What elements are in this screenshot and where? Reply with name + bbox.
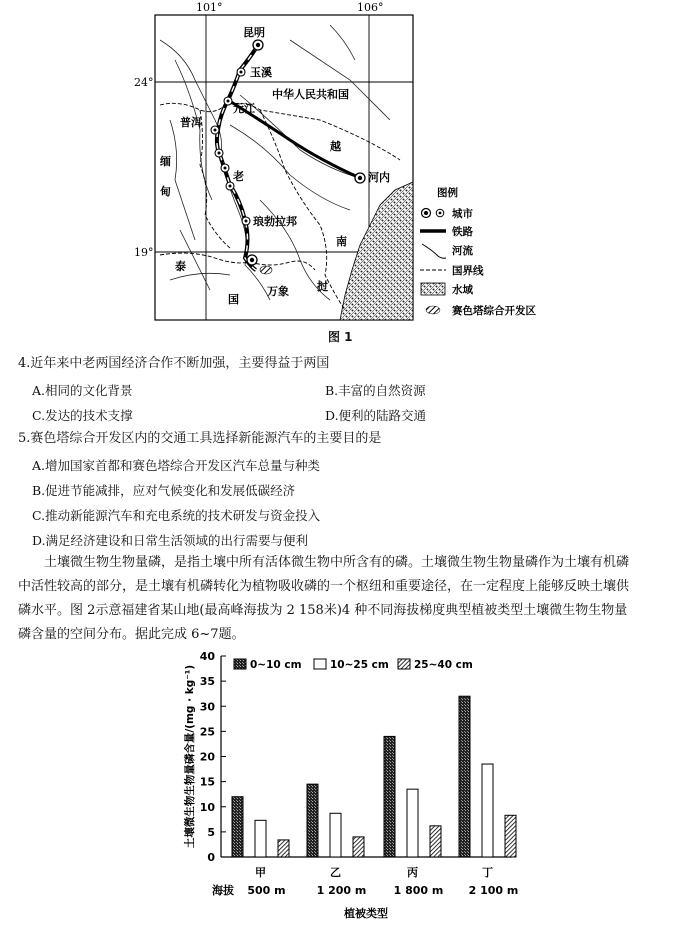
water-area <box>340 182 413 320</box>
lat-label-bottom: 19° <box>134 246 154 259</box>
q5-option-b: B.促进节能减排，应对气候变化和发展低碳经济 <box>32 483 296 498</box>
bar-甲-series-3 <box>278 840 289 857</box>
river <box>330 25 355 60</box>
legend-title: 图例 <box>437 187 458 199</box>
q5-option-d: D.满足经济建设和日常生活领域的出行需要与便利 <box>32 533 309 548</box>
label-nam: 南 <box>336 235 347 248</box>
bar-丙-series-3 <box>430 826 441 857</box>
y-tick-label: 25 <box>199 725 215 739</box>
altitude-label: 1 200 m <box>316 884 367 897</box>
bar-丙-series-2 <box>407 789 418 857</box>
border-line <box>160 253 250 263</box>
saysettha-zone <box>260 266 272 274</box>
legend-swatch-1 <box>234 659 246 669</box>
altitude-label: 500 m <box>247 884 286 897</box>
legend-label-3: 25~40 cm <box>414 659 473 671</box>
passage-line-3: 磷水平。图 2示意福建省某山地(最高峰海拔为 2 158米)4 种不同海拔梯度典型植被类型土壤微生物生物量 <box>18 603 628 618</box>
label-hanoi: 河内 <box>368 171 390 184</box>
figure-1-caption: 图 1 <box>328 330 353 344</box>
bar-丁-series-3 <box>505 815 516 857</box>
q5-option-a: A.增加国家首都和赛色塔综合开发区汽车总量与种类 <box>32 458 321 473</box>
bar-丁-series-2 <box>482 764 493 857</box>
altitude-label: 2 100 m <box>468 884 519 897</box>
map-figure <box>0 0 693 345</box>
label-dian: 甸 <box>160 185 171 198</box>
y-tick-label: 35 <box>199 675 215 689</box>
label-china: 中华人民共和国 <box>272 88 349 101</box>
legend-railway: 铁路 <box>452 226 473 238</box>
label-puer: 普洱 <box>180 116 202 129</box>
altitude-caption: 海拔 <box>212 884 234 897</box>
city-vientiane <box>247 255 257 265</box>
label-guo: 国 <box>228 293 239 306</box>
q4-option-b: B.丰富的自然资源 <box>325 383 426 398</box>
label-yuxi: 玉溪 <box>250 66 272 79</box>
legend-swatch-3 <box>398 659 410 669</box>
label-kunming: 昆明 <box>243 26 265 39</box>
y-tick-label: 5 <box>207 825 215 839</box>
legend-zone: 赛色塔综合开发区 <box>452 305 536 317</box>
river <box>170 120 195 240</box>
bar-乙-series-1 <box>307 784 318 857</box>
border-line <box>250 261 315 270</box>
river <box>170 273 230 280</box>
bar-乙-series-2 <box>330 813 341 857</box>
legend-city: 城市 <box>452 208 473 220</box>
legend-river: 河流 <box>452 245 473 257</box>
label-luangprabang: 琅勃拉邦 <box>253 215 297 228</box>
city-kunming <box>253 40 263 50</box>
city-mid1 <box>215 149 223 157</box>
river <box>240 95 360 178</box>
bar-甲-series-1 <box>232 797 243 857</box>
lat-label-top: 24° <box>134 76 154 89</box>
legend-border: 国界线 <box>452 265 484 277</box>
y-tick-label: 30 <box>199 700 215 714</box>
label-tai: 泰 <box>175 260 186 273</box>
q4-option-d: D.便利的陆路交通 <box>325 408 427 423</box>
city-yuxi <box>237 68 245 76</box>
lon-label-right: 106° <box>357 1 384 14</box>
x-category-label: 甲 <box>255 866 266 879</box>
passage-line-4: 磷含量的空间分布。据此完成 6~7题。 <box>18 627 245 642</box>
q5-stem: 5.赛色塔综合开发区内的交通工具选择新能源汽车的主要目的是 <box>18 431 382 446</box>
passage-line-2: 中活性较高的部分，是土壤有机磷转化为植物吸收磷的一个枢纽和重要途径，在一定程度上能够反映土壤供 <box>18 579 630 594</box>
bar-丙-series-1 <box>384 736 395 857</box>
y-tick-label: 40 <box>199 650 215 663</box>
river <box>290 40 390 120</box>
label-lao: 老 <box>233 170 244 183</box>
altitude-label: 1 800 m <box>393 884 444 897</box>
map-legend <box>420 186 536 317</box>
x-axis-label: 植被类型 <box>344 907 388 920</box>
passage-line-1: 土壤微生物生物量磷，是指土壤中所有活体微生物中所含有的磷。土壤微生物生物量磷作为土壤有机磷 <box>44 555 630 570</box>
y-tick-label: 15 <box>199 775 215 789</box>
legend-label-2: 10~25 cm <box>330 659 389 671</box>
legend-water: 水域 <box>452 284 473 296</box>
bar-丁-series-1 <box>459 696 470 857</box>
label-viet: 越 <box>330 140 341 153</box>
legend-label-1: 0~10 cm <box>250 659 302 671</box>
bar-chart <box>0 645 693 925</box>
lon-label-left: 101° <box>196 1 223 14</box>
q4-option-a: A.相同的文化背景 <box>32 383 133 398</box>
label-vientiane: 万象 <box>267 285 289 298</box>
city-hanoi <box>355 173 365 183</box>
x-category-label: 丙 <box>407 866 418 879</box>
city-puer <box>211 126 219 134</box>
label-yuanjiang: 元江 <box>233 102 255 115</box>
y-axis-label: 土壤微生物生物量磷含量/(mg · kg⁻¹) <box>184 664 196 849</box>
city-luangprabang <box>242 217 250 225</box>
x-category-label: 丁 <box>482 866 493 879</box>
label-wo: 挝 <box>317 280 328 293</box>
bar-乙-series-3 <box>353 837 364 857</box>
q4-option-c: C.发达的技术支撑 <box>32 408 133 423</box>
city-mid2 <box>221 164 229 172</box>
y-tick-label: 20 <box>199 750 215 764</box>
legend-swatch-2 <box>314 659 326 669</box>
city-yuanjiang <box>224 97 232 105</box>
y-tick-label: 10 <box>199 800 215 814</box>
city-mid3 <box>226 182 234 190</box>
q5-option-c: C.推动新能源汽车和充电系统的技术研发与资金投入 <box>32 508 321 523</box>
x-category-label: 乙 <box>330 866 341 879</box>
q4-stem: 4.近年来中老两国经济合作不断加强，主要得益于两国 <box>18 356 330 371</box>
label-mian: 缅 <box>160 155 171 168</box>
y-tick-label: 0 <box>207 851 215 864</box>
bar-甲-series-2 <box>255 820 266 857</box>
